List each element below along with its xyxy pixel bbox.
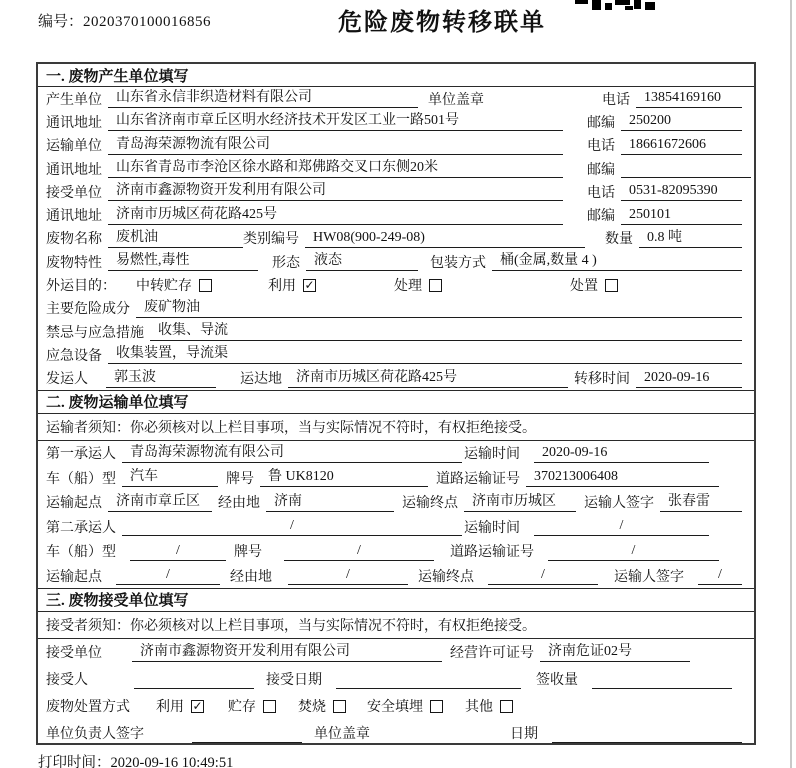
purpose-utilize-label: 利用 (268, 279, 296, 295)
road-permit-2-value: / (631, 542, 636, 558)
transport-date-2-field (534, 517, 709, 536)
form-row (38, 465, 754, 490)
waste-property-label: 废物特性 (46, 255, 102, 271)
packing-method-value: 桶(金属,数量 4 ) (500, 253, 597, 269)
page-edge-line (790, 0, 792, 768)
disposal-burn-label: 焚烧 (298, 700, 326, 716)
receiver-unit-value: 济南市鑫源物资开发利用有限公司 (116, 183, 326, 199)
disposal-landfill-label: 安全填埋 (367, 700, 423, 716)
via-1-field (266, 493, 394, 512)
serial-value: 2020370100016856 (83, 14, 212, 30)
plate-number-1-value: 鲁 UK8120 (268, 469, 334, 485)
received-amount-field (592, 670, 732, 689)
packing-method-field (492, 252, 742, 271)
receiver-postcode-value: 250101 (629, 206, 671, 222)
transport-date-1-field (534, 444, 709, 463)
transfer-date-label: 转移时间 (574, 372, 630, 388)
form-row (38, 157, 754, 180)
terminal-2-value: / (541, 567, 545, 583)
form-row (38, 180, 754, 203)
producer-postcode-field (621, 112, 742, 131)
producer-address-field (108, 112, 563, 131)
producer-unit-seal-label: 单位盖章 (428, 92, 484, 108)
page-title: 危险废物转移联单 (338, 10, 546, 36)
form-row (38, 693, 754, 720)
destination-label: 运达地 (240, 372, 282, 388)
sign-date-value (552, 741, 562, 742)
road-permit-1-label: 道路运输证号 (436, 471, 520, 487)
carrier-signature-2-label: 运输人签字 (614, 569, 684, 585)
second-carrier-label: 第二承运人 (46, 520, 116, 536)
transporter-address-label: 通讯地址 (46, 162, 102, 178)
via-1-label: 经由地 (218, 496, 260, 512)
receiver-address-value: 济南市历城区荷花路425号 (116, 206, 277, 222)
qr-code-fragment (575, 0, 657, 11)
transport-date-2-label: 运输时间 (464, 520, 520, 536)
receiver-address-field (108, 206, 563, 225)
form-row (38, 297, 754, 320)
serial-label: 编号： (38, 14, 84, 30)
disposal-storage-label: 贮存 (228, 700, 256, 716)
transporter-postcode-value (621, 176, 631, 177)
receive-date-value (336, 687, 346, 688)
license-number-label: 经营许可证号 (450, 646, 534, 662)
section-2-title: 二. 废物运输单位填写 (38, 390, 754, 414)
producer-address-label: 通讯地址 (46, 115, 102, 131)
second-carrier-field (122, 517, 462, 536)
transporter-postcode-label: 邮编 (587, 162, 615, 178)
plate-number-1-label: 牌号 (226, 471, 254, 487)
transporter-unit-field (108, 136, 563, 155)
producer-phone-label: 电话 (602, 92, 630, 108)
disposal-burn-checkbox-group (298, 696, 346, 716)
producer-unit-label: 产生单位 (46, 92, 102, 108)
producer-unit-field (108, 89, 418, 108)
section-2 (38, 390, 754, 588)
transporter-phone-value: 18661672606 (629, 136, 706, 152)
destination-value: 济南市历城区荷花路425号 (296, 369, 457, 385)
form-row (38, 666, 754, 693)
emergency-equipment-value: 收集装置，导流渠 (116, 346, 228, 362)
receiver-person-label: 接受人 (46, 673, 88, 689)
waste-name-field (108, 229, 243, 248)
consignor-label: 发运人 (46, 372, 88, 388)
receiver-unit-label: 接受单位 (46, 185, 102, 201)
disposal-other-checkbox (500, 700, 513, 713)
disposal-utilize-checkbox: ✓ (192, 699, 203, 714)
origin-1-label: 运输起点 (46, 496, 102, 512)
print-time (38, 751, 233, 768)
purpose-dispose-checkbox-group (570, 275, 618, 295)
form-state-label: 形态 (272, 255, 300, 271)
form-row (38, 134, 754, 157)
waste-property-field (108, 252, 258, 271)
disposal-storage-checkbox-group (228, 696, 276, 716)
principal-signature-label: 单位负责人签字 (46, 727, 144, 743)
form-row (38, 320, 754, 343)
producer-address-value: 山东省济南市章丘区明水经济技术开发区工业一路501号 (116, 113, 459, 129)
purpose-treat-label: 处理 (394, 279, 422, 295)
receiving-unit-value: 济南市鑫源物资开发利用有限公司 (140, 643, 350, 659)
form-row (38, 490, 754, 515)
receiver-unit-field (108, 182, 563, 201)
print-time-value: 2020-09-16 10:49:51 (110, 755, 234, 768)
transporter-address-value: 山东省青岛市李沧区徐水路和郑佛路交叉口东侧20米 (116, 160, 438, 176)
road-permit-2-label: 道路运输证号 (450, 545, 534, 561)
disposal-landfill-checkbox (430, 700, 443, 713)
purpose-dispose-checkbox (605, 279, 618, 292)
section-2-note: 运输者须知：你必须核对以上栏目事项，当与实际情况不符时，有权拒绝接受。 (38, 414, 754, 441)
section-3 (38, 588, 754, 747)
category-code-value: HW08(900-249-08) (313, 229, 425, 245)
transfer-date-field (636, 369, 742, 388)
carrier-signature-2-value: / (718, 567, 722, 583)
section-3-title: 三. 废物接受单位填写 (38, 588, 754, 612)
form-state-field (306, 252, 418, 271)
form-row (38, 539, 754, 564)
carrier-signature-1-label: 运输人签字 (584, 496, 654, 512)
emergency-equipment-label: 应急设备 (46, 348, 102, 364)
form-row (38, 343, 754, 366)
producer-phone-value: 13854169160 (644, 90, 721, 106)
destination-field (288, 369, 568, 388)
form-row (38, 514, 754, 539)
transporter-unit-label: 运输单位 (46, 139, 102, 155)
sign-date-field (552, 724, 742, 743)
emergency-equipment-field (108, 345, 742, 364)
transport-date-1-label: 运输时间 (464, 447, 520, 463)
vehicle-type-1-field (122, 468, 218, 487)
disposal-storage-checkbox (263, 700, 276, 713)
terminal-2-label: 运输终点 (418, 569, 474, 585)
license-number-value: 济南危证02号 (548, 643, 632, 659)
receiver-postcode-field (621, 206, 742, 225)
form-row (38, 563, 754, 588)
via-1-value: 济南 (274, 493, 302, 509)
receiver-person-field (134, 670, 254, 689)
quantity-value: 0.8 吨 (647, 229, 682, 245)
terminal-1-value: 济南市历城区 (472, 493, 556, 509)
form-row (38, 273, 754, 296)
via-2-field (288, 566, 408, 585)
purpose-utilize-checkbox-group (268, 275, 316, 295)
receiver-phone-label: 电话 (587, 185, 615, 201)
form-row (38, 87, 754, 110)
road-permit-1-field (526, 468, 719, 487)
road-permit-2-field (548, 542, 719, 561)
terminal-2-field (488, 566, 598, 585)
plate-number-1-field (260, 468, 428, 487)
section-1-title: 一. 废物产生单位填写 (38, 64, 754, 87)
vehicle-type-2-field (130, 542, 226, 561)
receiver-address-label: 通讯地址 (46, 209, 102, 225)
license-number-field (540, 643, 690, 662)
producer-postcode-value: 250200 (629, 113, 671, 129)
taboo-emergency-measures-value: 收集、导流 (158, 323, 228, 339)
receive-date-label: 接受日期 (266, 673, 322, 689)
disposal-other-label: 其他 (465, 700, 493, 716)
category-code-label: 类别编号 (243, 232, 299, 248)
consignor-value: 郭玉波 (114, 369, 156, 385)
quantity-field (639, 229, 742, 248)
transfer-purpose-label: 外运目的： (46, 279, 116, 295)
packing-method-label: 包装方式 (430, 255, 486, 271)
receive-date-field (336, 670, 521, 689)
section-1 (38, 64, 754, 390)
principal-signature-field (192, 724, 302, 743)
disposal-utilize-label: 利用 (156, 700, 184, 716)
principal-signature-value (192, 741, 202, 742)
disposal-landfill-checkbox-group (367, 696, 443, 716)
taboo-emergency-measures-field (150, 322, 742, 341)
form-table (36, 62, 756, 745)
receiver-phone-field (621, 182, 742, 201)
waste-name-label: 废物名称 (46, 232, 102, 248)
form-row (38, 639, 754, 666)
road-permit-1-value: 370213006408 (534, 469, 618, 485)
transporter-phone-field (621, 136, 742, 155)
plate-number-2-value: / (357, 542, 361, 558)
purpose-treat-checkbox-group (394, 275, 442, 295)
form-row (38, 720, 754, 747)
origin-2-field (116, 566, 220, 585)
receiving-unit-seal-label: 单位盖章 (314, 727, 370, 743)
form-state-value: 液态 (314, 253, 342, 269)
producer-postcode-label: 邮编 (587, 115, 615, 131)
transport-date-2-value: / (619, 518, 624, 534)
disposal-burn-checkbox (333, 700, 346, 713)
plate-number-2-field (284, 542, 434, 561)
carrier-signature-1-value: 张春雷 (668, 493, 710, 509)
plate-number-2-label: 牌号 (234, 545, 262, 561)
receiver-postcode-label: 邮编 (587, 209, 615, 225)
form-row (38, 250, 754, 273)
terminal-1-label: 运输终点 (402, 496, 458, 512)
quantity-label: 数量 (605, 232, 633, 248)
purpose-dispose-label: 处置 (570, 279, 598, 295)
carrier-signature-2-field (698, 566, 742, 585)
sign-date-label: 日期 (510, 727, 538, 743)
transporter-address-field (108, 159, 563, 178)
main-hazard-component-value: 废矿物油 (144, 299, 200, 315)
first-carrier-field (122, 444, 462, 463)
producer-phone-field (636, 89, 742, 108)
category-code-field (305, 229, 585, 248)
transporter-postcode-field (621, 159, 751, 178)
transport-date-1-value: 2020-09-16 (542, 444, 608, 460)
form-row (38, 367, 754, 390)
vehicle-type-1-value: 汽车 (130, 469, 158, 485)
vehicle-type-2-value: / (176, 542, 180, 558)
vehicle-type-2-label: 车（船）型 (46, 545, 116, 561)
print-time-label: 打印时间： (38, 755, 111, 768)
via-2-label: 经由地 (230, 569, 272, 585)
origin-1-field (108, 493, 212, 512)
consignor-field (106, 369, 216, 388)
main-hazard-component-label: 主要危险成分 (46, 302, 130, 318)
taboo-emergency-measures-label: 禁忌与应急措施 (46, 325, 144, 341)
main-hazard-component-field (136, 299, 742, 318)
purpose-transit-storage-label: 中转贮存 (136, 279, 192, 295)
second-carrier-value: / (290, 518, 294, 534)
carrier-signature-1-field (660, 493, 742, 512)
purpose-treat-checkbox (429, 279, 442, 292)
purpose-utilize-checkbox: ✓ (304, 278, 315, 293)
form-row (38, 227, 754, 250)
waste-name-value: 废机油 (116, 229, 158, 245)
form-row (38, 203, 754, 226)
received-amount-value (592, 687, 602, 688)
receiver-person-value (134, 687, 144, 688)
disposal-method-label: 废物处置方式 (46, 700, 130, 716)
receiving-unit-label: 接受单位 (46, 646, 102, 662)
transporter-unit-value: 青岛海荣源物流有限公司 (116, 136, 270, 152)
origin-1-value: 济南市章丘区 (116, 493, 200, 509)
origin-2-label: 运输起点 (46, 569, 102, 585)
disposal-other-checkbox-group (465, 696, 513, 716)
section-3-note: 接受者须知：你必须核对以上栏目事项，当与实际情况不符时，有权拒绝接受。 (38, 612, 754, 639)
terminal-1-field (464, 493, 576, 512)
purpose-transit-storage-checkbox (199, 279, 212, 292)
disposal-utilize-checkbox-group (156, 696, 204, 716)
transfer-date-value: 2020-09-16 (644, 369, 710, 385)
origin-2-value: / (166, 567, 170, 583)
via-2-value: / (346, 567, 350, 583)
form-row (38, 441, 754, 466)
producer-unit-value: 山东省永信非织造材料有限公司 (116, 90, 312, 106)
purpose-transit-storage-checkbox-group (136, 275, 212, 295)
received-amount-label: 签收量 (536, 673, 578, 689)
vehicle-type-1-label: 车（船）型 (46, 471, 116, 487)
transporter-phone-label: 电话 (587, 139, 615, 155)
waste-property-value: 易燃性,毒性 (116, 253, 190, 269)
receiver-phone-value: 0531-82095390 (629, 183, 718, 199)
first-carrier-label: 第一承运人 (46, 447, 116, 463)
first-carrier-value: 青岛海荣源物流有限公司 (130, 444, 284, 460)
form-row (38, 110, 754, 133)
receiving-unit-field (132, 643, 442, 662)
